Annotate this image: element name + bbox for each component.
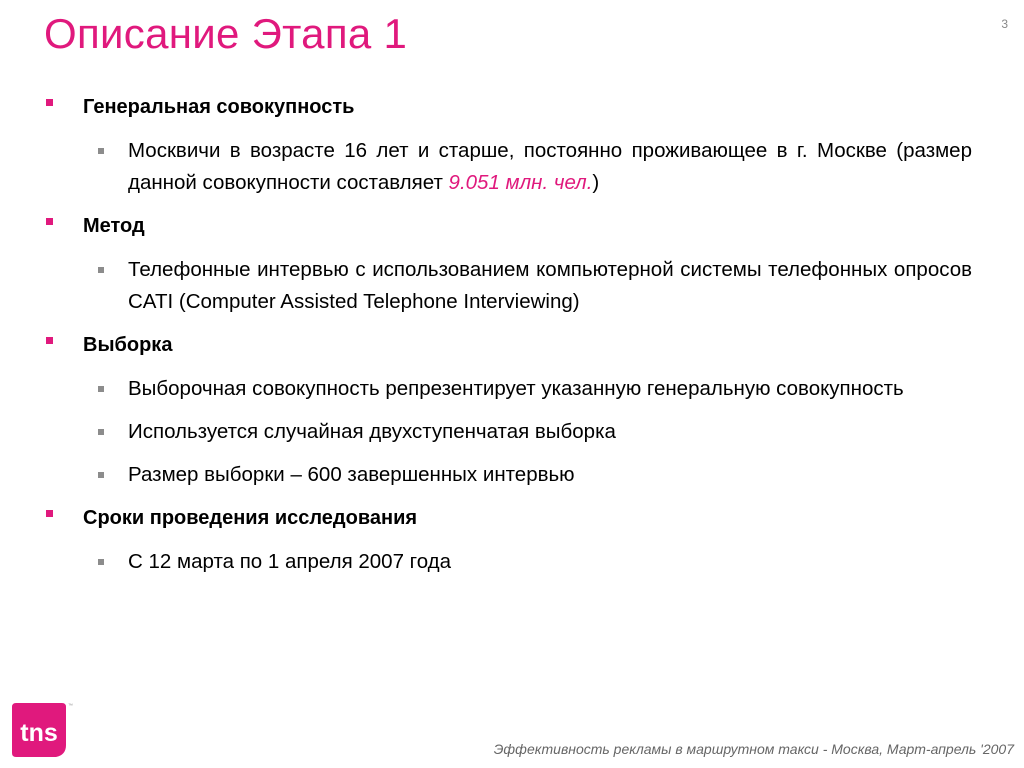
- square-bullet-icon: [98, 429, 104, 435]
- list-item: Размер выборки – 600 завершенных интервью: [44, 459, 972, 491]
- square-bullet-icon: [46, 510, 53, 517]
- section-heading-timing: Сроки проведения исследования: [44, 502, 972, 534]
- square-bullet-icon: [46, 99, 53, 106]
- square-bullet-icon: [46, 218, 53, 225]
- page-title: Описание Этапа 1: [44, 10, 408, 57]
- list-item: Москвичи в возрасте 16 лет и старше, постоянно проживающее в г. Москве (размер данной совокупности составляет 9.051 млн. чел.): [44, 135, 972, 199]
- square-bullet-icon: [98, 559, 104, 565]
- square-bullet-icon: [98, 386, 104, 392]
- population-size-highlight: 9.051 млн. чел.: [448, 171, 593, 194]
- square-bullet-icon: [98, 472, 104, 478]
- list-item: Выборочная совокупность репрезентирует указанную генеральную совокупность: [44, 373, 972, 405]
- list-item: Телефонные интервью с использованием компьютерной системы телефонных опросов CATI (Computer Assisted Telephone Interviewing): [44, 254, 972, 318]
- square-bullet-icon: [46, 337, 53, 344]
- slide-content: [44, 91, 972, 589]
- logo-text: tns: [20, 719, 58, 747]
- square-bullet-icon: [98, 148, 104, 154]
- section-heading-population: Генеральная совокупность: [44, 91, 972, 123]
- list-item: Используется случайная двухступенчатая выборка: [44, 416, 972, 448]
- section-heading-sample: Выборка: [44, 329, 972, 361]
- section-heading-method: Метод: [44, 210, 972, 242]
- square-bullet-icon: [98, 267, 104, 273]
- list-item: С 12 марта по 1 апреля 2007 года: [44, 546, 972, 578]
- tns-logo-icon: [8, 699, 73, 761]
- page-number: 3: [1001, 17, 1008, 31]
- footer-caption: Эффективность рекламы в маршрутном такси - Москва, Март-апрель '2007: [493, 741, 1014, 757]
- logo-trademark: ™: [68, 703, 73, 709]
